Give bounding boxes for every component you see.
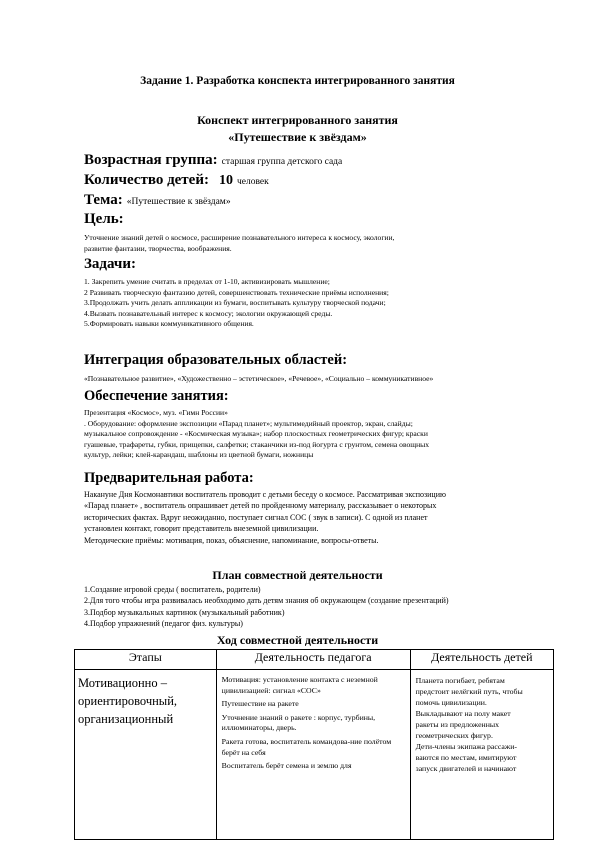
provision-line: . Оборудование: оформление экспозиции «Парад планет»; мультимедийный проектор, экран, слайды;	[84, 418, 413, 428]
topic-line	[84, 191, 231, 209]
course-heading: Ход совместной деятельности	[216, 633, 379, 647]
integration-text: «Познавательное развитие», «Художественно – эстетическое», «Речевое», «Социально – коммуникативное»	[84, 374, 434, 383]
preliminary-line: «Парад планет» , воспитатель опрашивает детей по пройденному материалу, рассказывает о некоторых	[84, 501, 437, 511]
stage-line: ориентировочный,	[78, 694, 178, 708]
age-group-label: Возрастная группа:	[84, 152, 218, 168]
joint-plan-item: 1.Создание игровой среды ( воспитатель, родители)	[84, 585, 261, 594]
teacher-paragraph: Путешествие на ракете	[221, 699, 299, 709]
children-line: Выкладывают на полу макет	[415, 709, 511, 718]
teacher-paragraph: Ракета готова, воспитатель командова-ние полётом берёт на себя	[221, 736, 392, 757]
children-activity-cell	[410, 670, 553, 840]
children-line: геометрических фигур.	[415, 731, 493, 740]
goal-text	[84, 233, 544, 254]
children-line: Планета погибает, ребятам	[415, 676, 505, 685]
goal-line: Уточнение знаний детей о космосе, расширение познавательного интереса к космосу, экологии,	[84, 233, 395, 242]
joint-plan-item: 3.Подбор музыкальных картинок (музыкальный работник)	[84, 607, 285, 617]
task-item: 2 Развивать творческую фантазию детей, совершенствовать технические приёмы исполнения;	[84, 287, 389, 297]
task-item: 4.Вызвать познавательный интерес к космосу; экологии окружающей среды.	[84, 308, 333, 318]
children-line: предстоит нелёгкий путь, чтобы	[415, 687, 523, 696]
children-line: запуск двигателей и начинают	[415, 764, 517, 773]
teacher-paragraph: Уточнение знаний о ракете : корпус, турбины, иллюминаторы, дверь.	[221, 712, 376, 733]
teacher-paragraph: Воспитатель берёт семена и землю для	[221, 761, 352, 771]
topic-label: Тема:	[84, 192, 123, 208]
age-group-line	[84, 151, 342, 169]
header-teacher-activity: Деятельность педагога	[216, 650, 410, 670]
stage-line: организационный	[78, 712, 174, 726]
provision-heading: Обеспечение занятия:	[84, 388, 229, 404]
stage-cell	[75, 670, 217, 840]
preliminary-line: Методические приёмы: мотивация, показ, объяснение, напоминание, вопросы-ответы.	[84, 535, 379, 545]
goal-heading: Цель:	[84, 211, 124, 227]
provision-line: Презентация «Космос», муз. «Гимн России»	[84, 408, 228, 417]
joint-plan-item: 2.Для того чтобы игра развивалась необходимо дать детям знания об окружающем (создание презентаций)	[84, 596, 449, 606]
children-count-unit: человек	[236, 177, 269, 187]
task-item: 1. Закрепить умение считать в пределах от 1-10, активизировать мышление;	[84, 277, 330, 286]
task-title: Задание 1. Разработка конспекта интегрированного занятия	[140, 75, 455, 87]
joint-plan-item: 4.Подбор упражнений (педагог физ. культуры)	[84, 619, 243, 629]
topic-value: «Путешествие к звёздам»	[126, 197, 231, 207]
provision-line: музыкальное сопровождение - «Космическая музыка»; набор плоскостных геометрических фигур; краски	[84, 429, 428, 439]
children-line: помочь цивилизации.	[415, 698, 487, 707]
teacher-activity-cell	[216, 670, 410, 840]
stage-line: Мотивационно –	[78, 676, 167, 690]
header-children-activity: Деятельность детей	[410, 650, 553, 670]
children-count-label: Количество детей:	[84, 172, 209, 188]
goal-line: развитие фантазии, творчества, воображения.	[84, 243, 232, 253]
table-row	[75, 670, 554, 840]
joint-plan-list	[84, 584, 544, 630]
document-title-line1: Конспект интегрированного занятия	[197, 113, 398, 127]
teacher-paragraph: Мотивация: установление контакта с неземной цивилизацией: сигнал «СОС»	[221, 675, 378, 695]
preliminary-text	[84, 489, 544, 546]
provision-line: гуашевые, трафареты, губки, прищепки, салфетки; стаканчики из-под йогурта с грунтом, семена овощных	[84, 439, 430, 449]
preliminary-line: установлен контакт, говорит представитель внеземной цивилизации.	[84, 524, 319, 534]
task-item: 5.Формировать навыки коммуникативного общения.	[84, 319, 254, 329]
preliminary-line: исторических фактах. Вдруг неожиданно, поступает сигнал СОС ( звук в записи). С одной из планет	[84, 512, 428, 522]
children-count-number: 10	[218, 173, 233, 188]
provision-line: культур, лейки; клей-карандаш, шаблоны из цветной бумаги, ножницы	[84, 450, 314, 460]
joint-plan-heading: План совместной деятельности	[212, 568, 383, 582]
provision-text	[84, 408, 544, 461]
integration-heading: Интеграция образовательных областей:	[84, 352, 348, 368]
course-table	[74, 649, 554, 840]
preliminary-line: Накануне Дня Космонавтики воспитатель проводит с детьми беседу о космосе. Рассматривая экспозицию	[84, 490, 446, 499]
age-group-value: старшая группа детского сада	[221, 157, 343, 167]
preliminary-heading: Предварительная работа:	[84, 470, 254, 486]
header-stages: Этапы	[75, 650, 217, 670]
children-line: ракеты из предложенных	[415, 720, 500, 729]
children-line: ваются по местам, имитируют	[415, 753, 517, 762]
children-count-line	[84, 171, 269, 189]
tasks-heading: Задачи:	[84, 256, 137, 272]
course-table-header-row	[75, 650, 554, 670]
document-title-line2: «Путешествие к звёздам»	[228, 130, 367, 144]
tasks-list	[84, 277, 544, 330]
children-line: Дети-члены экипажа рассажи-	[415, 742, 518, 751]
task-item: 3.Продолжать учить делать аппликации из бумаги, воспитывать культуру творческой подачи;	[84, 298, 386, 308]
